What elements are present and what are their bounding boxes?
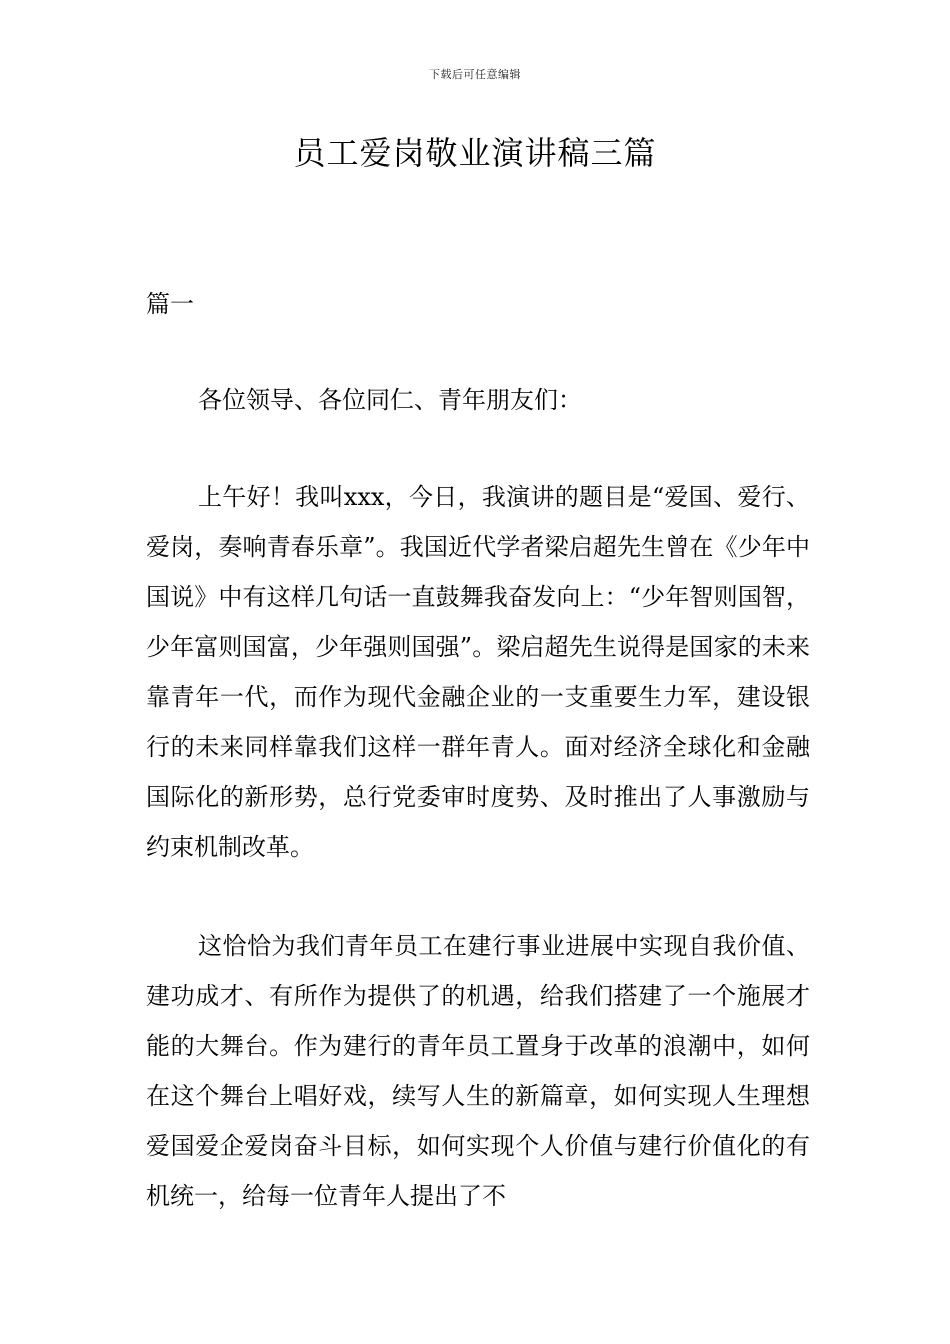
- body-paragraph-1: 上午好！我叫xxx，今日，我演讲的题目是“爱国、爱行、爱岗，奏响青春乐章”。我国近代学者梁启超先生曾在《少年中国说》中有这样几句话一直鼓舞我奋发向上：“少年智则国智，少年富则国富，少年强则国强”。梁启超先生说得是国家的未来靠青年一代，而作为现代金融企业的一支重要生力军，建设银行的未来同样靠我们这样一群年青人。面对经济全球化和金融国际化的新形势，总行党委审时度势、及时推出了人事激励与约束机制改革。: [146, 483, 810, 861]
- section-label: 篇一: [146, 290, 194, 318]
- document-title: 员工爱岗敬业演讲稿三篇: [293, 134, 657, 172]
- body-paragraph-2: 这恰恰为我们青年员工在建行事业进展中实现自我价值、建功成才、有所作为提供了的机遇，给我们搭建了一个施展才能的大舞台。作为建行的青年员工置身于改革的浪潮中，如何在这个舞台上唱好戏，续写人生的新篇章，如何实现人生理想爱国爱企爱岗奋斗目标，如何实现个人价值与建行价值化的有机统一，给每一位青年人提出了不: [146, 932, 810, 1210]
- header-note: 下载后可任意编辑: [429, 68, 521, 81]
- greeting-paragraph: 各位领导、各位同仁、青年朋友们：: [198, 386, 582, 414]
